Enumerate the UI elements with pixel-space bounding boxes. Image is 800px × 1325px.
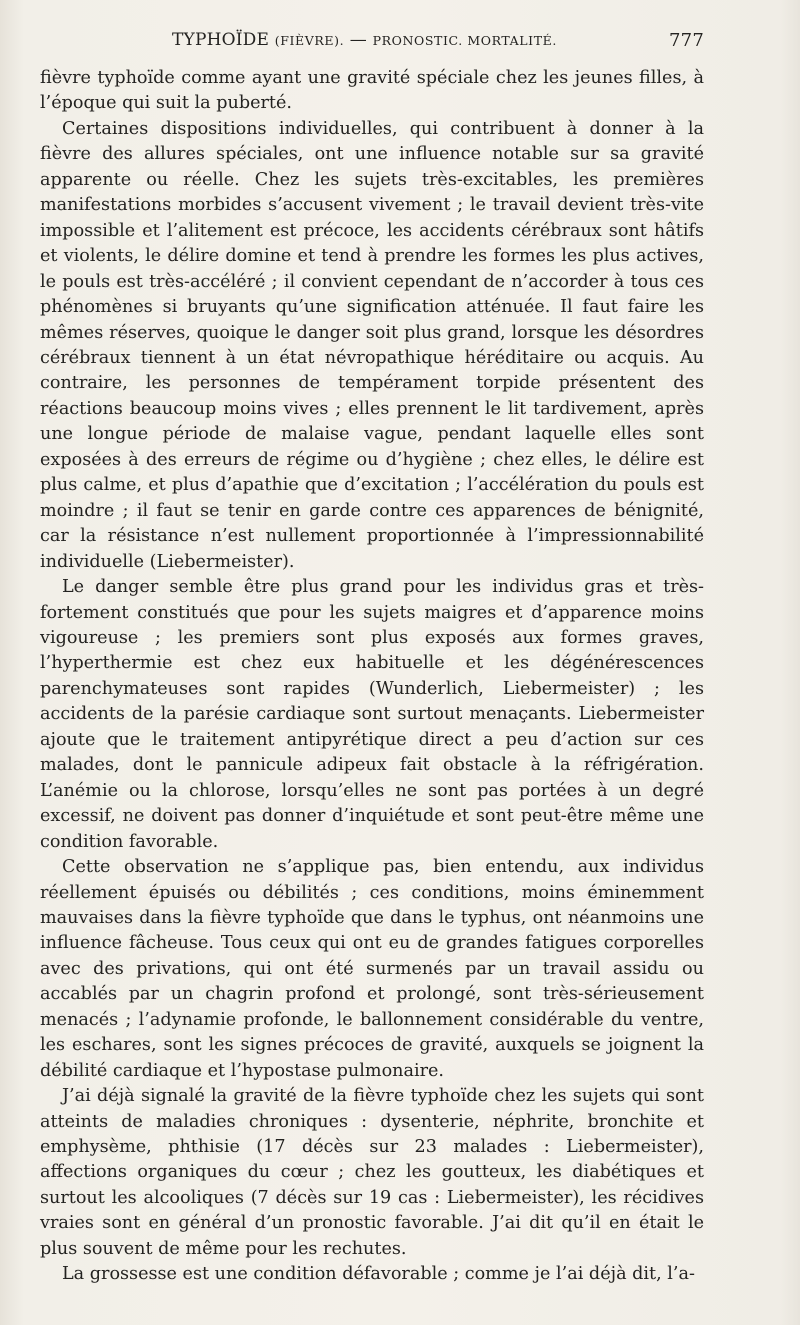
running-head-title-paren: (FIÈVRE).	[274, 33, 345, 48]
page-number: 777	[669, 30, 704, 51]
paragraph-continuation: fièvre typhoïde comme ayant une gravité spéciale chez les jeunes filles, à l’époque qui suit la puberté.	[40, 68, 704, 114]
body-text	[40, 66, 704, 1288]
paragraph-exhaustion: Cette observation ne s’applique pas, bien entendu, aux individus réellement épuisés ou débilités ; ces conditions, moins éminemment mauvaises dans la fièvre typhoïde que dans le typhus, ont néanmoins une influence fâcheuse. Tous ceux qui ont eu de grandes fatigues corporelles avec des privations, qui ont été surmenés par un travail assidu ou accablés par un chagrin profond et prolongé, sont très-sérieusement menacés ; l’adynamie profonde, le ballonnement considérable du ventre, les eschares, sont les signes précoces de gravité, auxquels se joignent la débilité cardiaque et l’hypostase pulmonaire.	[40, 857, 704, 1081]
paragraph-individual-dispositions: Certaines dispositions individuelles, qui contribuent à donner à la fièvre des allures spéciales, ont une influence notable sur sa gravité apparente ou réelle. Chez les sujets très-excitables, les premières manifestations morbides s’accusent vivement ; le travail devient très-vite impossible et l’alitement est précoce, les accidents cérébraux sont hâtifs et violents, le délire domine et tend à prendre les formes les plus actives, le pouls est très-accéléré ; il convient cependant de n’accorder à tous ces phénomènes si bruyants qu’une signification atténuée. Il faut faire les mêmes réserves, quoique le danger soit plus grand, lorsque les désordres cérébraux tiennent à un état névropathique héréditaire ou acquis. Au contraire, les personnes de tempérament torpide présentent des réactions beaucoup moins vives ; elles prennent le lit tardivement, après une longue période de malaise vague, pendant laquelle elles sont exposées à des erreurs de régime ou d’hygiène ; chez elles, le délire est plus calme, et plus d’apathie que d’excitation ; l’accélération du pouls est moindre ; il faut se tenir en garde contre ces apparences de bénignité, car la résistance n’est nullement proportionnée à l’impressionnabilité individuelle (Liebermeister).	[40, 118, 704, 572]
running-head-section: PRONOSTIC. MORTALITÉ.	[372, 33, 557, 48]
paragraph-chronic-diseases: J’ai déjà signalé la gravité de la fièvre typhoïde chez les sujets qui sont atteints de maladies chroniques : dysenterie, néphrite, bronchite et emphysème, phthisie (17 décès sur 23 malades : Liebermeister), affections organiques du cœur ; chez les goutteux, les diabétiques et surtout les alcooliques (7 décès sur 19 cas : Liebermeister), les récidives vraies sont en général d’un pronostic favorable. J’ai dit qu’il en était le plus souvent de même pour les rechutes.	[40, 1086, 704, 1259]
running-head-dash: —	[349, 30, 367, 50]
paragraph-pregnancy: La grossesse est une condition défavorable ; comme je l’ai déjà dit, l’a-	[62, 1264, 695, 1285]
paragraph-body-constitution: Le danger semble être plus grand pour les individus gras et très-fortement constitués que pour les sujets maigres et d’apparence moins vigoureuse ; les premiers sont plus exposés aux formes graves, l’hyperthermie est chez eux habituelle et les dégénérescences parenchymateuses sont rapides (Wunderlich, Liebermeister) ; les accidents de la parésie cardiaque sont surtout menaçants. Liebermeister ajoute que le traitement antipyrétique direct a peu d’action sur ces malades, dont le pannicule adipeux fait obstacle à la réfrigération. L’anémie ou la chlorose, lorsqu’elles ne sont pas portées à un degré excessif, ne doivent pas donner d’inquiétude et sont peut-être même une condition favorable.	[40, 577, 704, 852]
running-head-title	[172, 30, 557, 50]
running-head	[40, 30, 704, 58]
running-head-title-main: TYPHOÏDE	[172, 30, 270, 50]
